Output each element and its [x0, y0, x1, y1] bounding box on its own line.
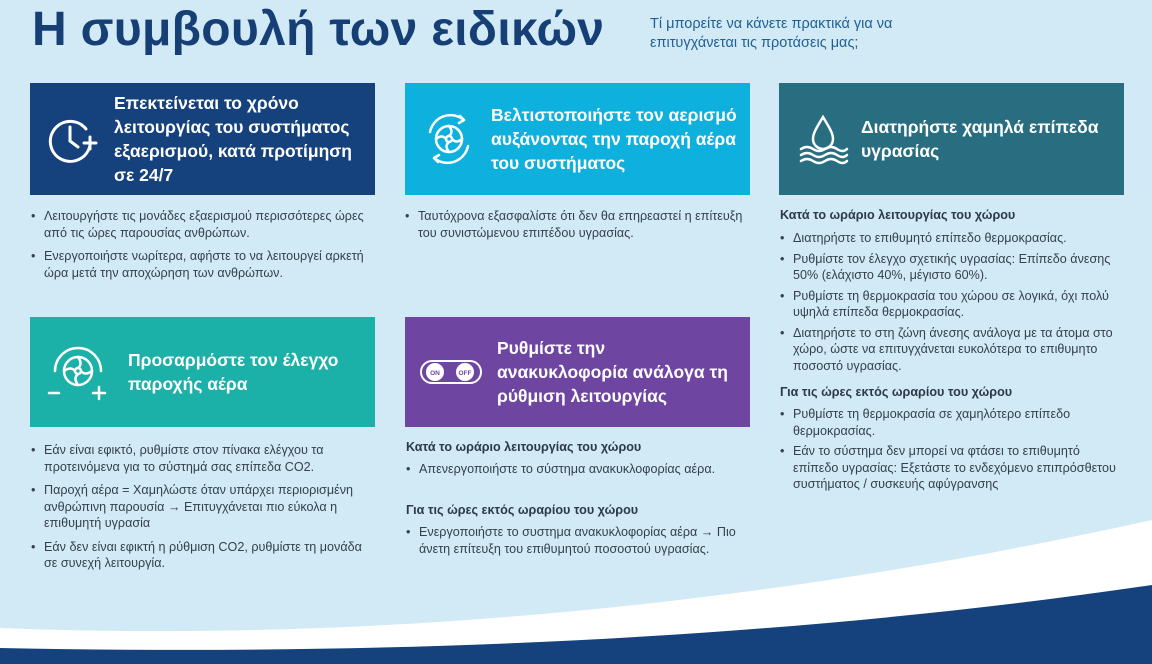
card-humidity-title: Διατηρήστε χαμηλά επίπεδα υγρασίας	[861, 117, 1099, 161]
recirculation-section1-heading: Κατά το ωράριο λειτουργίας του χώρου	[406, 440, 642, 454]
list-item: • Διατηρήστε το στη ζώνη άνεσης ανάλογα με τα άτομα στο χώρο, ώστε να επιτυγχάνεται ευκολότερα το επιθυμητο ποσοστό υγρασίας.	[780, 325, 1120, 375]
list-item: • Λειτουργήστε τις μονάδες εξαερισμού περισσότερες ώρες από τις ώρες παρουσίας ανθρώπων.	[31, 208, 376, 241]
card-ventilation-bullets	[405, 208, 750, 248]
clock-plus-icon	[42, 109, 102, 169]
fan-plus-minus-icon	[44, 340, 112, 404]
card-recirculation-section1-bullets	[406, 461, 751, 485]
list-item: • Διατηρήστε το επιθυμητό επίπεδο θερμοκρασίας.	[780, 230, 1120, 247]
card-airflow-bullets	[31, 442, 376, 579]
list-item: • Ταυτόχρονα εξασφαλίστε ότι δεν θα επηρεαστεί η επίτευξη του συνιστώμενου επιπέδου υγρασίας.	[405, 208, 750, 241]
on-off-switch-icon	[419, 352, 483, 392]
card-airflow-title: Προσαρμόστε τον έλεγχο παροχής αέρα	[128, 350, 339, 394]
card-humidity-section1-bullets	[780, 230, 1120, 378]
card-humidity-section2-bullets	[780, 406, 1120, 497]
recirculation-section2-heading: Για τις ώρες εκτός ωραρίου του χώρου	[406, 503, 639, 517]
list-item: • Παροχή αέρα = Χαμηλώστε όταν υπάρχει περιορισμένη ανθρώπινη παρουσία → Επιτυγχάνεται πιο εύκολα η επιθυμητή υγρασία	[31, 482, 376, 532]
list-item: • Εάν είναι εφικτό, ρυθμίστε στον πίνακα ελέγχου τα προτεινόμενα για το σύστημά σας επίπεδα CO2.	[31, 442, 376, 475]
humidity-section1-heading: Κατά το ωράριο λειτουργίας του χώρου	[780, 208, 1016, 222]
list-item: • Εάν δεν είναι εφικτή η ρύθμιση CO2, ρυθμίστε τη μονάδα σε συνεχή λειτουργία.	[31, 539, 376, 572]
page-title: Η συμβουλή των ειδικών	[32, 3, 605, 56]
water-drop-icon	[793, 109, 853, 169]
list-item: • Ενεργοποιήστε το συστημα ανακυκλοφορίας αέρα → Πιο άνετη επίτευξη του επιθυμητού ποσοστού υγρασίας.	[406, 524, 751, 557]
card-airflow-header	[30, 317, 375, 427]
card-humidity-header	[779, 83, 1124, 195]
card-recirculation-title: Ρυθμίστε την ανακυκλοφορία ανάλογα τη ρύθμιση λειτουργίας	[497, 338, 728, 406]
switch-on-label: ON	[430, 370, 440, 377]
card-runtime-header	[30, 83, 375, 195]
page-subtitle: Τί μπορείτε να κάνετε πρακτικά για να επιτυγχάνεται τις προτάσεις μας;	[650, 16, 893, 51]
list-item: • Ρυθμίστε τον έλεγχο σχετικής υγρασίας: Επίπεδο άνεσης 50% (ελάχιστο 40%, μέγιστο 60%).	[780, 251, 1120, 284]
fan-cycle-icon	[419, 109, 479, 169]
card-ventilation-title: Βελτιστοποιήστε τον αερισμό αυξάνοντας την παροχή αέρα του συστήματος	[491, 105, 737, 173]
card-ventilation-header	[405, 83, 750, 195]
humidity-section2-heading: Για τις ώρες εκτός ωραρίου του χώρου	[780, 385, 1013, 399]
card-recirculation-section2-bullets	[406, 524, 751, 564]
card-runtime-bullets	[31, 208, 376, 288]
list-item: • Εάν το σύστημα δεν μπορεί να φτάσει το επιθυμητό επίπεδο υγρασίας: Εξετάστε το ενδεχόμενο επιπρόσθετου συστήματος / συσκευής αφύγρανσης	[780, 443, 1120, 493]
card-runtime-title: Επεκτείνεται το χρόνο λειτουργίας του συστήματος εξαερισμού, κατά προτίμηση σε 24/7	[114, 93, 352, 185]
card-recirculation-header	[405, 317, 750, 427]
list-item: • Ρυθμίστε τη θερμοκρασία σε χαμηλότερο επίπεδο θερμοκρασίας.	[780, 406, 1120, 439]
list-item: • Ενεργοποιήστε νωρίτερα, αφήστε το να λειτουργεί αρκετή ώρα μετά την αποχώρηση των ανθρώπων.	[31, 248, 376, 281]
list-item: • Απενεργοποιήστε το σύστημα ανακυκλοφορίας αέρα.	[406, 461, 751, 478]
list-item: • Ρυθμίστε τη θερμοκρασία του χώρου σε λογικά, όχι πολύ υψηλά επίπεδα θερμοκρασίας.	[780, 288, 1120, 321]
switch-off-label: OFF	[458, 370, 472, 377]
